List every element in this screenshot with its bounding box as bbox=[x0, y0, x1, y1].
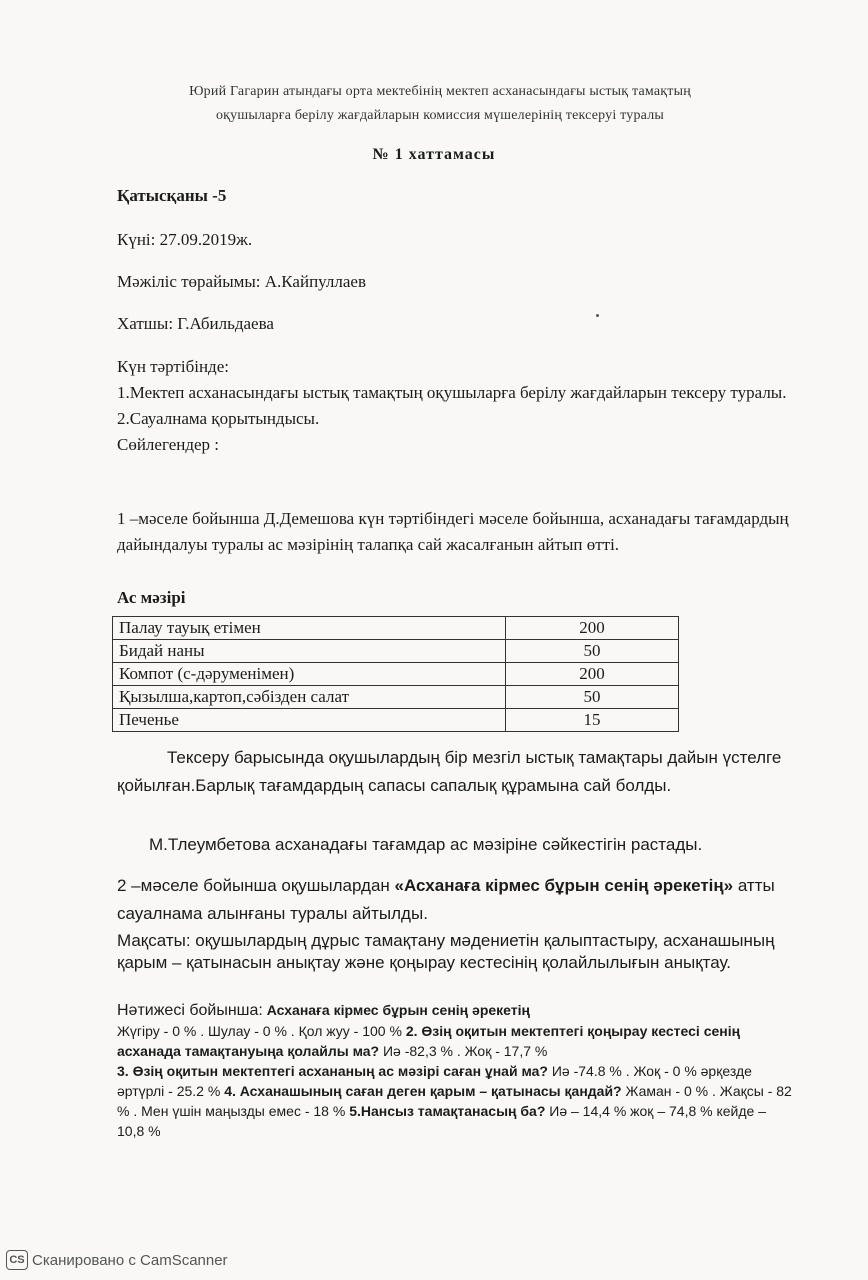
menu-row bbox=[113, 663, 679, 686]
menu-item-value: 15 bbox=[506, 709, 679, 732]
menu-title: Ас мәзірі bbox=[117, 588, 186, 607]
q1-answers: Жүгіру - 0 % . Шулау - 0 % . Қол жуу - 100 % bbox=[117, 1023, 402, 1039]
issue-2-suffix: атты сауалнама алынғаны туралы айтылды. bbox=[117, 876, 775, 923]
q3-answers: Иә -74.8 % . Жоқ - 0 % әрқезде әртүрлі - 25.2 % bbox=[117, 1063, 752, 1099]
survey-name: «Асханаға кірмес бұрын сенің әрекетің» bbox=[394, 876, 734, 895]
q3-title: 3. Өзің оқитын мектептегі асхананың ас мәзірі саған ұнай ма? bbox=[117, 1063, 548, 1079]
results-label: Нәтижесі бойынша: bbox=[117, 1002, 263, 1019]
q4-title: 4. Асханашының саған деген қарым – қатынасы қандай? bbox=[224, 1083, 622, 1099]
meeting-secretary: Хатшы: Г.Абильдаева bbox=[117, 314, 274, 333]
scanner-watermark bbox=[6, 1250, 228, 1270]
header-line-2: оқушыларға берілу жағдайларын комиссия мүшелерінің тексеруі туралы bbox=[215, 108, 665, 123]
menu-row bbox=[113, 640, 679, 663]
survey-results bbox=[117, 1000, 797, 1141]
menu-item-value: 50 bbox=[506, 686, 679, 709]
meeting-chair: Мәжіліс төрайымы: А.Кайпуллаев bbox=[117, 272, 366, 291]
document-title: № 1 хаттамасы bbox=[372, 146, 496, 163]
issue-1-text: 1 –мәселе бойынша Д.Демешова күн тәртібіндегі мәселе бойынша, асханадағы тағамдардың дайындалуы туралы ас мәзірінің талапқа сай жасалғанын айтып өтті. bbox=[117, 509, 789, 554]
menu-row bbox=[113, 617, 679, 640]
q1-title: Асханаға кірмес бұрын сенің әрекетің bbox=[266, 1002, 530, 1018]
present-count: Қатысқаны -5 bbox=[117, 186, 227, 205]
agenda-item-2: 2.Сауалнама қорытындысы. bbox=[117, 409, 320, 428]
camscanner-icon: CS bbox=[6, 1250, 28, 1270]
menu-item-value: 200 bbox=[506, 617, 679, 640]
header-line-1: Юрий Гагарин атындағы орта мектебінің мектеп асханасындағы ыстық тамақтың bbox=[189, 84, 691, 99]
scanner-text: Сканировано с CamScanner bbox=[32, 1251, 228, 1269]
issue-2-prefix: 2 –мәселе бойынша оқушылардан bbox=[117, 876, 395, 895]
agenda-speakers: Сөйлегендер : bbox=[117, 435, 220, 454]
menu-item-name: Бидай наны bbox=[113, 640, 506, 663]
inspection-paragraph-2: М.Тлеумбетова асханадағы тағамдар ас мәзіріне сәйкестігін растады. bbox=[149, 835, 703, 854]
survey-goal: Мақсаты: оқушылардың дұрыс тамақтану мәдениетін қалыптастыру, асханашының қарым – қатынасын анықтау және қоңырау кестесінің қолайлылығын анықтау. bbox=[117, 931, 775, 972]
menu-item-value: 200 bbox=[506, 663, 679, 686]
agenda-block bbox=[117, 354, 797, 458]
menu-item-name: Палау тауық етімен bbox=[113, 617, 506, 640]
agenda-heading: Күн тәртібінде: bbox=[117, 357, 229, 376]
q2-title: 2. Өзің оқитын мектептегі қоңырау кестесі сенің асханада тамақтануыңа қолайлы ма? bbox=[117, 1023, 741, 1059]
menu-item-name: Печенье bbox=[113, 709, 506, 732]
menu-row bbox=[113, 709, 679, 732]
menu-row bbox=[113, 686, 679, 709]
menu-table bbox=[112, 616, 679, 732]
ink-dot bbox=[596, 314, 599, 317]
meeting-date: Күні: 27.09.2019ж. bbox=[117, 230, 253, 249]
menu-item-value: 50 bbox=[506, 640, 679, 663]
menu-item-name: Компот (с-дәруменімен) bbox=[113, 663, 506, 686]
q2-answers: Иә -82,3 % . Жоқ - 17,7 % bbox=[382, 1043, 548, 1059]
agenda-item-1: 1.Мектеп асханасындағы ыстық тамақтың оқушыларға берілу жағдайларын тексеру туралы. bbox=[117, 383, 787, 402]
q5-title: 5.Нансыз тамақтанасың ба? bbox=[349, 1103, 546, 1119]
menu-item-name: Қызылша,картоп,сәбізден салат bbox=[113, 686, 506, 709]
inspection-paragraph-1: Тексеру барысында оқушылардың бір мезгіл ыстық тамақтары дайын үстелге қойылған.Барлық тағамдардың сапасы сапалық құрамына сай болды. bbox=[117, 748, 782, 795]
issue-2-text bbox=[117, 872, 797, 928]
q5-answers: Иә – 14,4 % жоқ – 74,8 % кейде – 10,8 % bbox=[117, 1103, 766, 1139]
q4-answers: Жаман - 0 % . Жақсы - 82 % . Мен үшін маңызды емес - 18 % bbox=[117, 1083, 792, 1119]
